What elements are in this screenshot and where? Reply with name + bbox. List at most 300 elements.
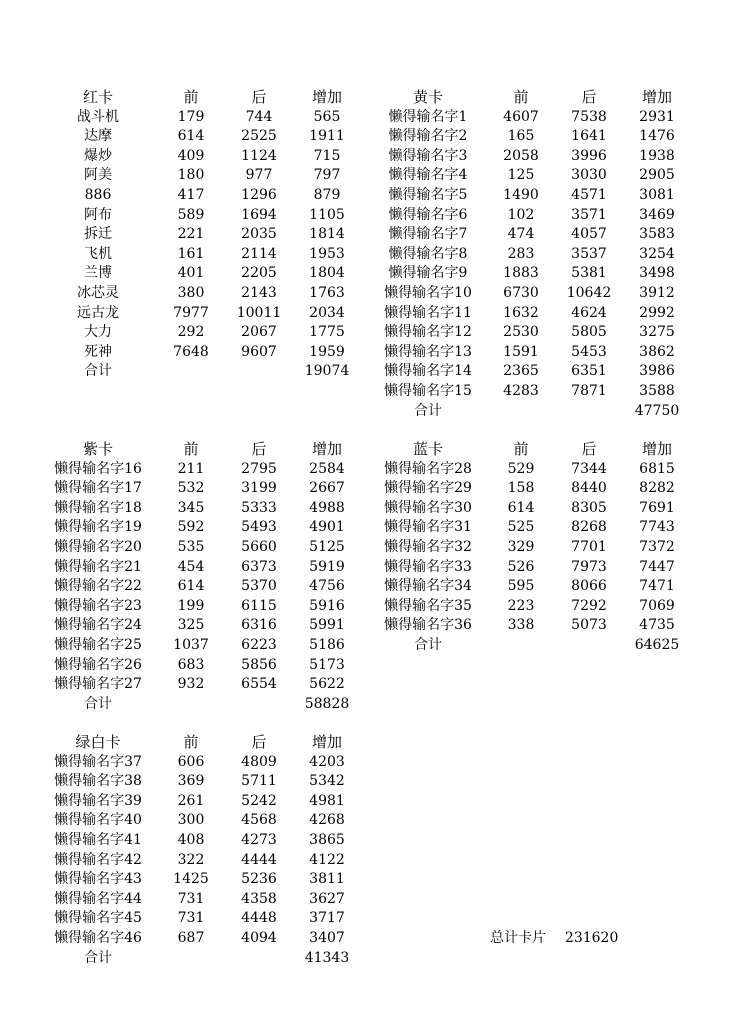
table-row [376, 597, 696, 617]
table-row [46, 656, 366, 676]
table-row [46, 343, 366, 363]
cell-name: 懒得输名字13 [384, 343, 472, 360]
cell-before: 595 [507, 578, 535, 595]
header-after: 后 [251, 733, 267, 751]
cell-name: 懒得输名字21 [54, 558, 142, 575]
cell-increase: 5186 [309, 637, 345, 653]
grand-total [490, 929, 618, 949]
cell-before: 731 [177, 890, 205, 907]
table-row [46, 147, 366, 167]
cell-increase: 4735 [639, 617, 675, 634]
cell-after: 2035 [241, 226, 277, 243]
table-header [46, 88, 366, 108]
cell-before: 2365 [503, 363, 539, 380]
table-row [376, 343, 696, 363]
cell-name: 飞机 [84, 245, 112, 262]
cell-before: 325 [177, 617, 205, 634]
cell-increase: 1959 [309, 343, 345, 360]
cell-after: 7973 [571, 558, 607, 575]
table-row [376, 362, 696, 382]
cell-name: 战斗机 [77, 108, 119, 125]
table-header [376, 88, 696, 108]
table-row [376, 245, 696, 265]
cell-after: 5333 [241, 499, 277, 516]
cell-before: 525 [507, 519, 535, 536]
cell-before: 292 [177, 324, 205, 341]
cell-before: 161 [177, 245, 205, 262]
cell-before: 1591 [503, 343, 539, 360]
total-label: 合计 [414, 637, 442, 653]
cell-after: 4273 [241, 832, 277, 848]
cell-after: 3537 [571, 245, 607, 262]
table-row [46, 811, 366, 831]
cell-name: 懒得输名字46 [54, 930, 142, 946]
cell-before: 2530 [503, 324, 539, 341]
cell-before: 180 [177, 167, 205, 184]
cell-after: 5370 [241, 578, 277, 595]
table-row [46, 558, 366, 578]
cell-before: 2058 [503, 147, 539, 164]
table-row [376, 186, 696, 206]
header-increase: 增加 [311, 733, 342, 751]
cell-name: 阿美 [84, 167, 112, 184]
table-row [46, 597, 366, 617]
header-before: 前 [513, 88, 529, 106]
cell-increase: 7447 [639, 558, 675, 575]
cell-increase: 3081 [639, 187, 675, 203]
cell-before: 179 [177, 108, 205, 125]
cell-name: 懒得输名字11 [384, 304, 472, 321]
cell-after: 6115 [241, 597, 277, 614]
cell-name: 懒得输名字32 [384, 539, 472, 555]
table-row [376, 558, 696, 578]
total-label: 合计 [414, 402, 442, 419]
cell-before: 221 [177, 226, 205, 243]
header-after: 后 [251, 88, 267, 106]
cell-increase: 715 [313, 147, 341, 164]
cell-before: 1425 [173, 871, 209, 888]
cell-increase: 3588 [639, 383, 675, 399]
cell-before: 532 [177, 480, 205, 497]
table-row [46, 206, 366, 226]
cell-name: 懒得输名字36 [384, 617, 472, 634]
header-after: 后 [251, 440, 267, 458]
cell-before: 1037 [173, 637, 209, 653]
cell-name: 拆迁 [84, 226, 112, 243]
cell-after: 6554 [241, 676, 277, 693]
table-row [46, 479, 366, 499]
total-label: 合计 [84, 695, 112, 712]
table-row [46, 909, 366, 929]
cell-before: 417 [177, 187, 205, 203]
cell-name: 懒得输名字35 [384, 597, 472, 614]
cell-name: 懒得输名字44 [54, 890, 142, 907]
table-row [46, 675, 366, 695]
cell-increase: 565 [313, 108, 341, 125]
cell-increase: 4981 [309, 792, 345, 809]
cell-after: 7701 [571, 539, 607, 555]
cell-increase: 7691 [639, 499, 675, 516]
grand-total-value: 231620 [564, 930, 619, 946]
cell-after: 4568 [241, 812, 277, 829]
cell-before: 731 [177, 910, 205, 927]
cell-name: 懒得输名字2 [388, 128, 468, 145]
cell-after: 3571 [571, 206, 607, 223]
cell-after: 7292 [571, 597, 607, 614]
cell-before: 7648 [173, 343, 209, 360]
table-row [46, 636, 366, 656]
table-header [46, 440, 366, 460]
cell-increase: 1105 [309, 206, 345, 223]
table-row [46, 284, 366, 304]
cell-name: 懒得输名字1 [388, 108, 468, 125]
cell-name: 冰芯灵 [77, 285, 119, 301]
cell-before: 4607 [503, 108, 539, 125]
cell-name: 爆炒 [84, 147, 112, 164]
table-row [376, 499, 696, 519]
table-row [376, 147, 696, 167]
cell-name: 懒得输名字39 [54, 792, 142, 809]
cell-increase: 2034 [309, 304, 345, 321]
cell-name: 懒得输名字25 [54, 637, 142, 653]
cell-after: 4571 [571, 187, 607, 203]
cell-after: 5856 [241, 656, 277, 673]
cell-increase: 1476 [639, 128, 675, 145]
table-row [46, 127, 366, 147]
cell-after: 5236 [241, 871, 277, 888]
table-row [46, 753, 366, 773]
cell-before: 380 [177, 285, 205, 301]
table-row [46, 831, 366, 851]
header-before: 前 [183, 88, 199, 106]
cell-after: 3199 [241, 480, 277, 497]
cell-increase: 4122 [309, 851, 345, 868]
table-row [46, 323, 366, 343]
cell-name: 懒得输名字27 [54, 676, 142, 693]
total-row [376, 636, 696, 656]
cell-before: 199 [177, 597, 205, 614]
cell-after: 5453 [571, 343, 607, 360]
cell-name: 懒得输名字34 [384, 578, 472, 595]
cell-increase: 3862 [639, 343, 675, 360]
cell-before: 223 [507, 597, 535, 614]
cell-before: 592 [177, 519, 205, 536]
table-row [376, 616, 696, 636]
cell-name: 懒得输名字6 [388, 206, 468, 223]
cell-before: 401 [177, 265, 205, 282]
cell-increase: 5622 [309, 676, 345, 693]
cell-name: 懒得输名字30 [384, 499, 472, 516]
cell-after: 4448 [241, 910, 277, 927]
header-category: 黄卡 [412, 88, 443, 106]
cell-after: 2143 [241, 285, 277, 301]
cell-increase: 2931 [639, 108, 675, 125]
cell-name: 懒得输名字14 [384, 363, 472, 380]
cell-increase: 7069 [639, 597, 675, 614]
cell-name: 懒得输名字3 [388, 147, 468, 164]
cell-increase: 3583 [639, 226, 675, 243]
cell-before: 322 [177, 851, 205, 868]
cell-after: 10642 [566, 285, 612, 301]
cell-after: 10011 [236, 304, 282, 321]
cell-increase: 5342 [309, 773, 345, 790]
table-row [46, 518, 366, 538]
cell-before: 589 [177, 206, 205, 223]
table-row [376, 323, 696, 343]
cell-increase: 5919 [309, 558, 345, 575]
table-row [46, 108, 366, 128]
cell-after: 5660 [241, 539, 277, 555]
cell-increase: 7471 [639, 578, 675, 595]
cell-name: 懒得输名字18 [54, 499, 142, 516]
cell-name: 懒得输名字41 [54, 832, 142, 848]
cell-before: 369 [177, 773, 205, 790]
cell-after: 7538 [571, 108, 607, 125]
cell-increase: 5125 [309, 539, 345, 555]
table-row [46, 538, 366, 558]
cell-name: 大力 [84, 324, 112, 341]
cell-before: 408 [177, 832, 205, 848]
cell-before: 614 [177, 128, 205, 145]
table-row [376, 479, 696, 499]
cell-increase: 3717 [309, 910, 345, 927]
cell-name: 懒得输名字16 [54, 460, 142, 477]
cell-before: 606 [177, 753, 205, 770]
cell-increase: 3498 [639, 265, 675, 282]
cell-after: 2114 [241, 245, 277, 262]
cell-name: 懒得输名字4 [388, 167, 468, 184]
cell-increase: 4901 [309, 519, 345, 536]
cell-before: 409 [177, 147, 205, 164]
cell-increase: 2992 [639, 304, 675, 321]
cell-increase: 4988 [309, 499, 345, 516]
header-after: 后 [581, 440, 597, 458]
table-row [376, 284, 696, 304]
cell-increase: 3986 [639, 363, 675, 380]
cell-increase: 4203 [309, 753, 345, 770]
cell-after: 9607 [241, 343, 277, 360]
cell-after: 8305 [571, 499, 607, 516]
cell-after: 5242 [241, 792, 277, 809]
cell-increase: 2905 [639, 167, 675, 184]
cell-before: 345 [177, 499, 205, 516]
cell-after: 7344 [571, 460, 607, 477]
header-category: 绿白卡 [75, 733, 121, 751]
cell-after: 2795 [241, 460, 277, 477]
table-row [376, 264, 696, 284]
cell-increase: 797 [313, 167, 341, 184]
cell-increase: 2667 [309, 480, 345, 497]
total-label: 合计 [84, 363, 112, 380]
cell-after: 1694 [241, 206, 277, 223]
cell-increase: 5991 [309, 617, 345, 634]
table-row [376, 225, 696, 245]
table-row [46, 616, 366, 636]
cell-increase: 1775 [309, 324, 345, 341]
cell-after: 4057 [571, 226, 607, 243]
cell-before: 211 [177, 460, 205, 477]
cell-name: 懒得输名字20 [54, 539, 142, 555]
cell-before: 338 [507, 617, 535, 634]
cell-name: 兰博 [84, 265, 112, 282]
cell-increase: 3254 [639, 245, 675, 262]
cell-increase: 3912 [639, 285, 675, 301]
grand-total-label: 总计卡片 [490, 930, 546, 946]
cell-increase: 6815 [639, 460, 675, 477]
cell-name: 阿布 [84, 206, 112, 223]
cell-increase: 1911 [309, 128, 345, 145]
total-value: 19074 [304, 363, 350, 380]
cell-after: 4624 [571, 304, 607, 321]
header-increase: 增加 [311, 88, 342, 106]
header-before: 前 [183, 440, 199, 458]
header-category: 蓝卡 [412, 440, 443, 458]
total-label: 合计 [84, 949, 112, 966]
cell-increase: 1953 [309, 245, 345, 262]
total-value: 47750 [634, 402, 680, 419]
header-after: 后 [581, 88, 597, 106]
cell-increase: 7743 [639, 519, 675, 536]
cell-increase: 1763 [309, 285, 345, 301]
header-category: 紫卡 [82, 440, 113, 458]
header-before: 前 [513, 440, 529, 458]
cell-after: 2525 [241, 128, 277, 145]
cell-after: 4809 [241, 753, 277, 770]
table-row [46, 225, 366, 245]
cell-increase: 2584 [309, 460, 345, 477]
cell-after: 4094 [241, 930, 277, 946]
cell-name: 懒得输名字5 [388, 187, 468, 203]
cell-before: 614 [507, 499, 535, 516]
header-category: 红卡 [82, 88, 113, 106]
cell-increase: 3627 [309, 890, 345, 907]
table-row [46, 792, 366, 812]
total-row [376, 402, 696, 422]
cell-name: 懒得输名字10 [384, 285, 472, 301]
cell-after: 2067 [241, 324, 277, 341]
cell-name: 懒得输名字45 [54, 910, 142, 927]
cell-before: 454 [177, 558, 205, 575]
cell-after: 6316 [241, 617, 277, 634]
cell-before: 7977 [173, 304, 209, 321]
cell-increase: 7372 [639, 539, 675, 555]
cell-before: 4283 [503, 383, 539, 399]
cell-before: 1490 [503, 187, 539, 203]
cell-name: 懒得输名字29 [384, 480, 472, 497]
cell-name: 懒得输名字40 [54, 812, 142, 829]
cell-after: 744 [245, 108, 273, 125]
cell-after: 6373 [241, 558, 277, 575]
cell-after: 6351 [571, 363, 607, 380]
cell-name: 懒得输名字38 [54, 773, 142, 790]
cell-before: 329 [507, 539, 535, 555]
cell-before: 300 [177, 812, 205, 829]
cell-after: 3996 [571, 147, 607, 164]
cell-after: 7871 [571, 383, 607, 399]
cell-name: 懒得输名字15 [384, 383, 472, 399]
cell-before: 125 [507, 167, 535, 184]
cell-after: 1124 [241, 147, 277, 164]
cell-name: 懒得输名字23 [54, 597, 142, 614]
cell-name: 懒得输名字37 [54, 753, 142, 770]
cell-before: 283 [507, 245, 535, 262]
table-row [376, 108, 696, 128]
cell-after: 4358 [241, 890, 277, 907]
table-row [376, 538, 696, 558]
table-row [376, 127, 696, 147]
cell-increase: 3811 [309, 871, 345, 888]
cell-after: 5493 [241, 519, 277, 536]
cell-before: 6730 [503, 285, 539, 301]
table-header [46, 733, 366, 753]
cell-before: 158 [507, 480, 535, 497]
table-row [376, 166, 696, 186]
table-row [46, 772, 366, 792]
cell-increase: 3275 [639, 324, 675, 341]
table-row [376, 518, 696, 538]
cell-name: 懒得输名字9 [388, 265, 468, 282]
total-row [46, 362, 366, 382]
cell-after: 5711 [241, 773, 277, 790]
cell-increase: 4756 [309, 578, 345, 595]
cell-increase: 1938 [639, 147, 675, 164]
table-row [376, 460, 696, 480]
header-increase: 增加 [311, 440, 342, 458]
cell-increase: 1814 [309, 226, 345, 243]
total-value: 41343 [304, 949, 350, 966]
cell-before: 474 [507, 226, 535, 243]
cell-name: 懒得输名字17 [54, 480, 142, 497]
table-row [376, 577, 696, 597]
cell-after: 5381 [571, 265, 607, 282]
cell-before: 102 [507, 206, 535, 223]
cell-increase: 3469 [639, 206, 675, 223]
table-row [46, 929, 366, 949]
cell-after: 6223 [241, 637, 277, 653]
table-row [376, 304, 696, 324]
table-row [46, 186, 366, 206]
cell-before: 526 [507, 558, 535, 575]
table-row [46, 499, 366, 519]
table-row [46, 460, 366, 480]
cell-increase: 8282 [639, 480, 675, 497]
cell-after: 977 [245, 167, 273, 184]
table-row [46, 577, 366, 597]
cell-increase: 879 [313, 187, 341, 203]
cell-after: 1296 [241, 187, 277, 203]
cell-after: 4444 [241, 851, 277, 868]
header-increase: 增加 [641, 88, 672, 106]
cell-increase: 3407 [309, 930, 345, 946]
cell-after: 8268 [571, 519, 607, 536]
total-value: 58828 [304, 695, 350, 712]
cell-after: 1641 [571, 128, 607, 145]
cell-name: 懒得输名字8 [388, 245, 468, 262]
cell-before: 165 [507, 128, 535, 145]
table-row [46, 166, 366, 186]
cell-before: 683 [177, 656, 205, 673]
cell-before: 535 [177, 539, 205, 555]
cell-before: 529 [507, 460, 535, 477]
total-row [46, 695, 366, 715]
table-row [376, 382, 696, 402]
cell-name: 懒得输名字24 [54, 617, 142, 634]
cell-after: 8066 [571, 578, 607, 595]
cell-before: 261 [177, 792, 205, 809]
cell-name: 懒得输名字12 [384, 324, 472, 341]
cell-before: 1632 [503, 304, 539, 321]
cell-name: 886 [84, 187, 112, 203]
